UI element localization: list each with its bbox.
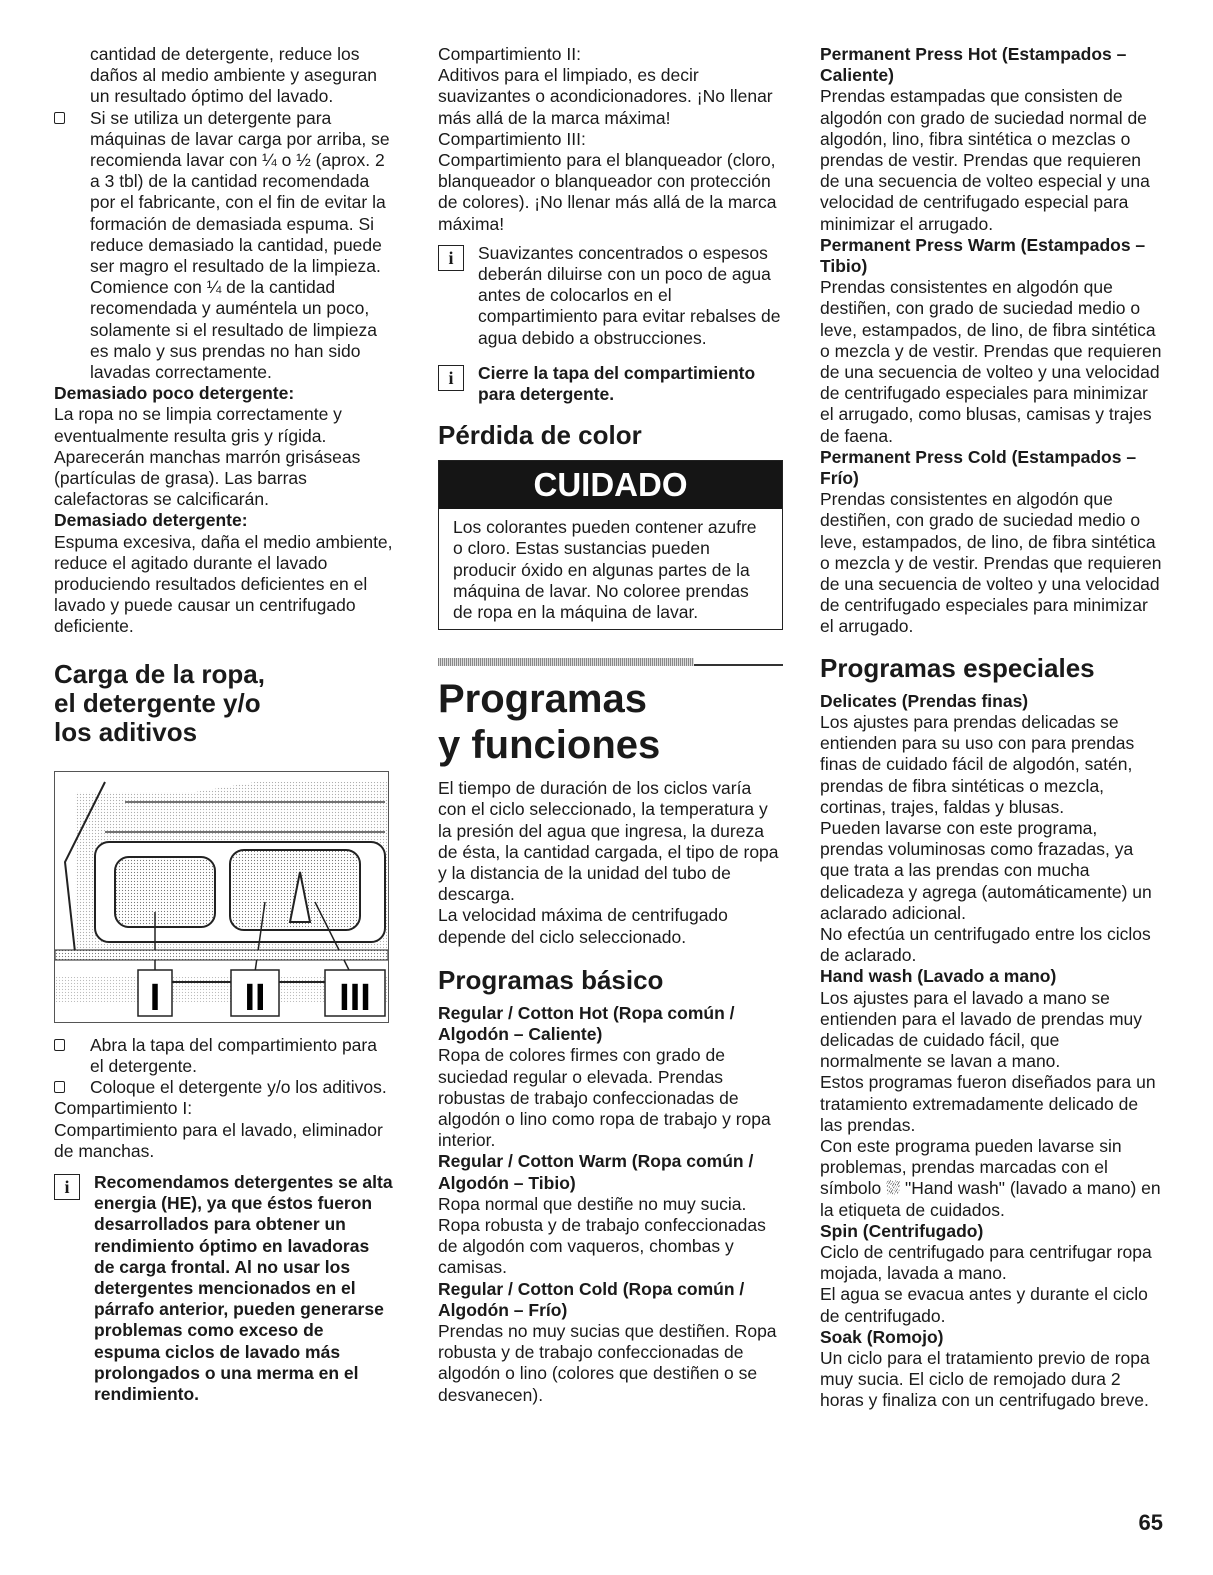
title-line: y funciones — [438, 723, 661, 768]
caution-text: Los colorantes pueden contener azufre o cloro. Estas sustancias pueden producir óxido en algunas partes de la máquina de lavar. No coloree prendas de ropa en la máquina de lavar. — [453, 517, 757, 623]
page-number: 65 — [1138, 1510, 1163, 1535]
bullet-text: Si se utiliza un detergente para máquinas de lavar carga por arriba, se recomienda lavar con ¼ o ½ (aprox. 2 a 3 tbl) de la cantidad recomendada por el fabricante, con el fin de evitar la formación de demasiada espuma. Si reduce demasiado la cantidad, puede ser magro el resultado de la limpieza. Comience con ¼ de la cantidad recomendada y auméntela un poco, solamente si el resultado de limpieza es malo y sus prendas no han sido lavadas correctamente. — [90, 107, 390, 383]
paragraph: Prendas consistentes en algodón que destiñen, con grado de suciedad medio o leve, estampados, de lino, de fibra sintética o mezcla y de vestir. Prendas que requieren de una secuencia de volteo y una velocidad de centrifugado especiales para minimizar el arrugado. — [820, 489, 1162, 637]
column-1 — [54, 44, 394, 1405]
paragraph: Estos programas fueron diseñados para un tratamiento extremadamente delicado de las prendas. — [820, 1072, 1156, 1135]
info-note — [54, 1172, 394, 1405]
section-title: Programas especiales — [820, 652, 1095, 683]
column-2 — [438, 44, 783, 1406]
bullet-item — [54, 108, 394, 384]
info-icon: i — [54, 1174, 80, 1200]
program-heading: Spin (Centrifugado) — [820, 1220, 984, 1241]
paragraph: Pueden lavarse con este programa, prendas voluminosas como frazadas, ya que trata a las prendas con mucha delicadeza y agrega (automáticamente) un aclarado adicional. — [820, 817, 1152, 923]
compartment-label: Compartimiento II: — [438, 44, 581, 64]
program-heading: Permanent Press Hot (Estampados – Caliente) — [820, 44, 1127, 86]
paragraph: Los ajustes para el lavado a mano se entienden para el lavado de prendas muy delicadas de cuidado fácil, que normalmente se lavan a mano. — [820, 987, 1143, 1072]
checkbox-bullet-icon — [54, 1081, 65, 1093]
subheading: Demasiado poco detergente: — [54, 383, 295, 404]
paragraph: Prendas consistentes en algodón que destiñen, con grado de suciedad medio o leve, estampados, de lino, de fibra sintética o mezcla y de vestir. Prendas que requieren de una secuencia de volteo y una velocidad de centrifugado especiales para minimizar el arrugado, como blusas, camisas y trajes de faena. — [820, 277, 1162, 446]
info-text: Recomendamos detergentes se alta energia (HE), ya que éstos fueron desarrollados para obtener un rendimiento óptimo en lavadoras de carga frontal. Al no usar los detergentes mencionados en el párrafo anterior, pueden generarse problemas como exceso de espuma ciclos de lavado más prolongados o una merma en el rendimiento. — [94, 1171, 393, 1404]
info-text: Cierre la tapa del compartimiento para detergente. — [478, 362, 756, 405]
title-line: el detergente y/o — [54, 687, 261, 718]
paragraph: Espuma excesiva, daña el medio ambiente, reduce el agitado durante el lavado produciendo resultados deficientes en el lavado y puede causar un centrifugado deficiente. — [54, 531, 393, 637]
paragraph: cantidad de detergente, reduce los daños al medio ambiente y aseguran un resultado óptimo del lavado. — [90, 44, 377, 107]
program-heading: Permanent Press Cold (Estampados – Frío) — [820, 446, 1137, 489]
program-heading: Regular / Cotton Hot (Ropa común / Algodón – Caliente) — [438, 1002, 735, 1045]
title-line: Carga de la ropa, — [54, 658, 265, 689]
chapter-title — [438, 676, 783, 768]
program-heading: Delicates (Prendas finas) — [820, 690, 1029, 711]
info-icon: i — [438, 245, 464, 271]
paragraph: No efectúa un centrifugado entre los ciclos de aclarado. — [820, 923, 1151, 966]
title-line: Programas — [438, 677, 647, 722]
program-heading: Hand wash (Lavado a mano) — [820, 966, 1057, 987]
program-heading: Regular / Cotton Warm (Ropa común / Algodón – Tibio) — [438, 1151, 754, 1193]
section-title — [54, 660, 394, 747]
paragraph: Prendas estampadas que consisten de algodón con grado de suciedad normal de algodón, lino, fibra sintética o mezclas o prendas de vestir. Prendas que requieren de una secuencia de volteo especial y una velocidad de centrifugado especial para minimizar el arrugado. — [820, 86, 1150, 234]
paragraph: El agua se evacua antes y durante el ciclo de centrifugado. — [820, 1284, 1148, 1326]
compartment-label-2: II — [244, 976, 266, 1019]
paragraph: Ropa normal que destiñe no muy sucia. Ropa robusta y de trabajo confeccionadas de algodón com vaqueros, chombas y camisas. — [438, 1193, 766, 1278]
paragraph: El tiempo de duración de los ciclos varía con el ciclo seleccionado, la temperatura y la presión del agua que ingresa, la dureza de ésta, la cantidad cargada, el tipo de ropa y la distancia de la unidad del tubo de descarga. — [438, 778, 779, 905]
checkbox-bullet-icon — [54, 1039, 65, 1051]
paragraph: Ropa de colores firmes con grado de suciedad regular o elevada. Prendas robustas de trabajo confeccionadas de algodón o lino como ropa de trabajo y ropa interior. — [438, 1045, 771, 1151]
subheading: Demasiado detergente: — [54, 510, 248, 531]
divider-line — [694, 664, 783, 666]
bullet-text: Coloque el detergente y/o los aditivos. — [90, 1077, 387, 1098]
compartment-label: Compartimiento I: — [54, 1098, 193, 1119]
paragraph: Aditivos para el limpiado, es decir suavizantes o acondicionadores. ¡No llenar más allá de la marca máxima! — [438, 65, 773, 128]
program-heading: Soak (Romojo) — [820, 1326, 944, 1347]
program-heading: Permanent Press Warm (Estampados – Tibio) — [820, 234, 1146, 277]
drawer-drawing — [55, 772, 388, 1022]
paragraph: La velocidad máxima de centrifugado depende del ciclo seleccionado. — [438, 905, 728, 947]
info-text: Suavizantes concentrados o espesos deberán diluirse con un poco de agua antes de colocarlos en el compartimiento para evitar rebalses de agua debido a obstrucciones. — [478, 242, 781, 348]
bullet-text: Abra la tapa del compartimiento para el detergente. — [90, 1034, 377, 1076]
bullet-item — [54, 1077, 394, 1098]
compartment-label-1: I — [149, 976, 161, 1019]
caution-header: CUIDADO — [439, 461, 782, 509]
bullet-item — [54, 1035, 394, 1077]
compartment-label-3: III — [339, 976, 371, 1019]
divider-hatch — [438, 658, 694, 666]
section-title: Programas básico — [438, 964, 664, 995]
info-note — [438, 243, 783, 349]
paragraph: La ropa no se limpia correctamente y eventualmente resulta gris y rígida. Aparecerán manchas marrón grisáseas (partículas de grasa). Las barras calefactoras se calcificarán. — [54, 404, 361, 510]
detergent-drawer-illustration — [54, 771, 389, 1023]
caution-box — [438, 460, 783, 630]
paragraph: Compartimiento para el blanqueador (cloro, blanqueador o blanqueador con protección de colores). ¡No llenar más allá de la marca máxima! — [438, 150, 777, 234]
paragraph: Los ajustes para prendas delicadas se entienden para su uso con para prendas finas de cuidado fácil de algodón, satén, prendas de fibra sintéticas o mezcla, cortinas, trajes, faldas y blusas. — [820, 711, 1135, 817]
info-note — [438, 363, 783, 405]
program-heading: Regular / Cotton Cold (Ropa común / Algodón – Frío) — [438, 1278, 745, 1320]
paragraph: Prendas no muy sucias que destiñen. Ropa robusta y de trabajo confeccionadas de algodón o lino (colores que destiñen o se desvanecen). — [438, 1320, 777, 1405]
section-divider — [438, 658, 783, 666]
paragraph: Un ciclo para el tratamiento previo de ropa muy sucia. El ciclo de remojado dura 2 horas y finaliza con un centrifugado breve. — [820, 1347, 1150, 1411]
paragraph: Con este programa pueden lavarse sin problemas, prendas marcadas con el símbolo ⛆ "Hand wash" (lavado a mano) en la etiqueta de cuidados. — [820, 1135, 1161, 1220]
paragraph: Compartimiento para el lavado, eliminador de manchas. — [54, 1119, 383, 1161]
column-3 — [820, 44, 1165, 1412]
checkbox-bullet-icon — [54, 112, 65, 124]
info-icon: i — [438, 365, 464, 391]
compartment-label: Compartimiento III: — [438, 128, 586, 149]
paragraph: Ciclo de centrifugado para centrifugar ropa mojada, lavada a mano. — [820, 1241, 1152, 1284]
section-title: Pérdida de color — [438, 420, 642, 451]
title-line: los aditivos — [54, 716, 198, 747]
